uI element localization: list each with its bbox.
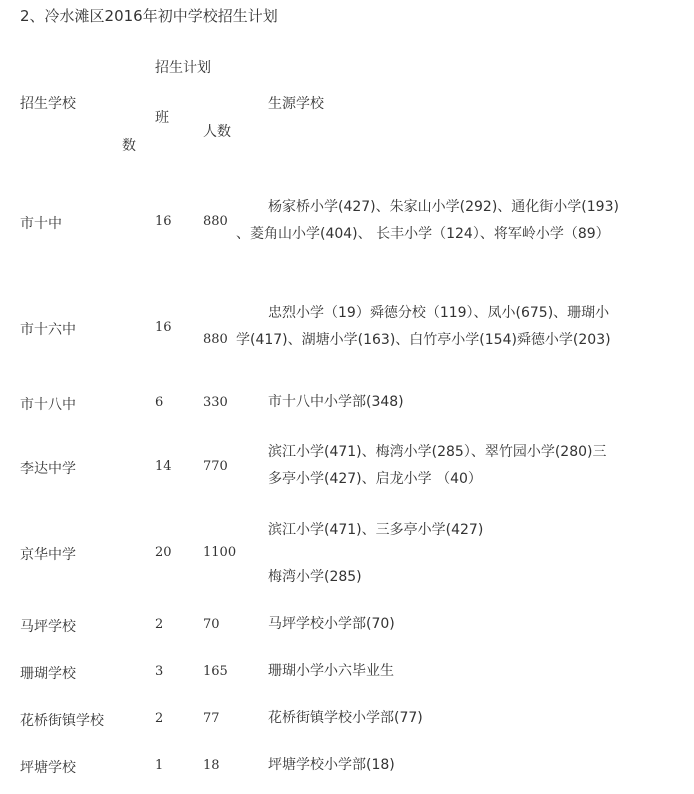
source-schools [236,194,666,248]
source-line: 、菱角山小学(404)、 长丰小学（124）、将军岭小学（89） [236,226,610,242]
source-line: 滨江小学(471)、三多亭小学(427) [268,522,484,538]
source-header: 生源学校 [268,96,324,112]
source-line: 梅湾小学(285) [268,569,362,585]
source-schools [236,611,666,638]
class-count: 14 [155,459,172,474]
plan-header: 招生计划 [155,60,211,76]
source-line: 坪塘学校小学部(18) [268,757,395,773]
class-count: 1 [155,758,164,773]
class-count: 6 [155,395,164,410]
school-name: 花桥街镇学校 [20,713,104,729]
source-line: 杨家桥小学(427)、朱家山小学(292)、通化街小学(193) [268,199,619,215]
people-header: 人数 [203,124,231,140]
source-line: 马坪学校小学部(70) [268,616,395,632]
source-schools [236,705,666,732]
class-count: 2 [155,711,164,726]
student-count: 1100 [203,545,237,560]
class-count: 20 [155,545,172,560]
school-name: 市十八中 [20,397,76,413]
student-count: 880 [203,332,228,347]
school-name: 珊瑚学校 [20,666,76,682]
student-count: 77 [203,711,220,726]
source-line: 市十八中小学部(348) [268,394,404,410]
source-schools [236,300,666,354]
source-line: 珊瑚小学小六毕业生 [268,663,394,679]
student-count: 70 [203,617,220,632]
student-count: 770 [203,459,228,474]
source-line: 滨江小学(471)、梅湾小学(285）、翠竹园小学(280)三 [268,444,607,460]
student-count: 165 [203,664,228,679]
school-name: 京华中学 [20,547,76,563]
source-schools [236,564,666,591]
source-line: 学(417)、湖塘小学(163)、白竹亭小学(154)舜德小学(203) [236,332,611,348]
source-line: 多亭小学(427)、启龙小学 （40） [268,471,482,487]
class-count: 3 [155,664,164,679]
school-name: 市十六中 [20,322,76,338]
student-count: 330 [203,395,228,410]
source-schools [236,439,666,493]
school-name: 李达中学 [20,461,76,477]
class-count: 2 [155,617,164,632]
school-name: 坪塘学校 [20,760,76,776]
classes-header-bottom: 数 [122,138,136,154]
page-title: 2、冷水滩区2016年初中学校招生计划 [20,7,278,25]
class-count: 16 [155,320,172,335]
source-schools [236,517,666,544]
school-name: 市十中 [20,216,62,232]
school-name: 马坪学校 [20,619,76,635]
source-schools [236,752,666,779]
school-header: 招生学校 [20,96,76,112]
classes-header-top: 班 [155,110,169,126]
student-count: 880 [203,214,228,229]
source-line: 忠烈小学（19）舜德分校（119）、凤小(675)、珊瑚小 [268,305,610,321]
class-count: 16 [155,214,172,229]
source-schools [236,658,666,685]
source-schools [236,389,666,416]
source-line: 花桥街镇学校小学部(77) [268,710,423,726]
student-count: 18 [203,758,220,773]
